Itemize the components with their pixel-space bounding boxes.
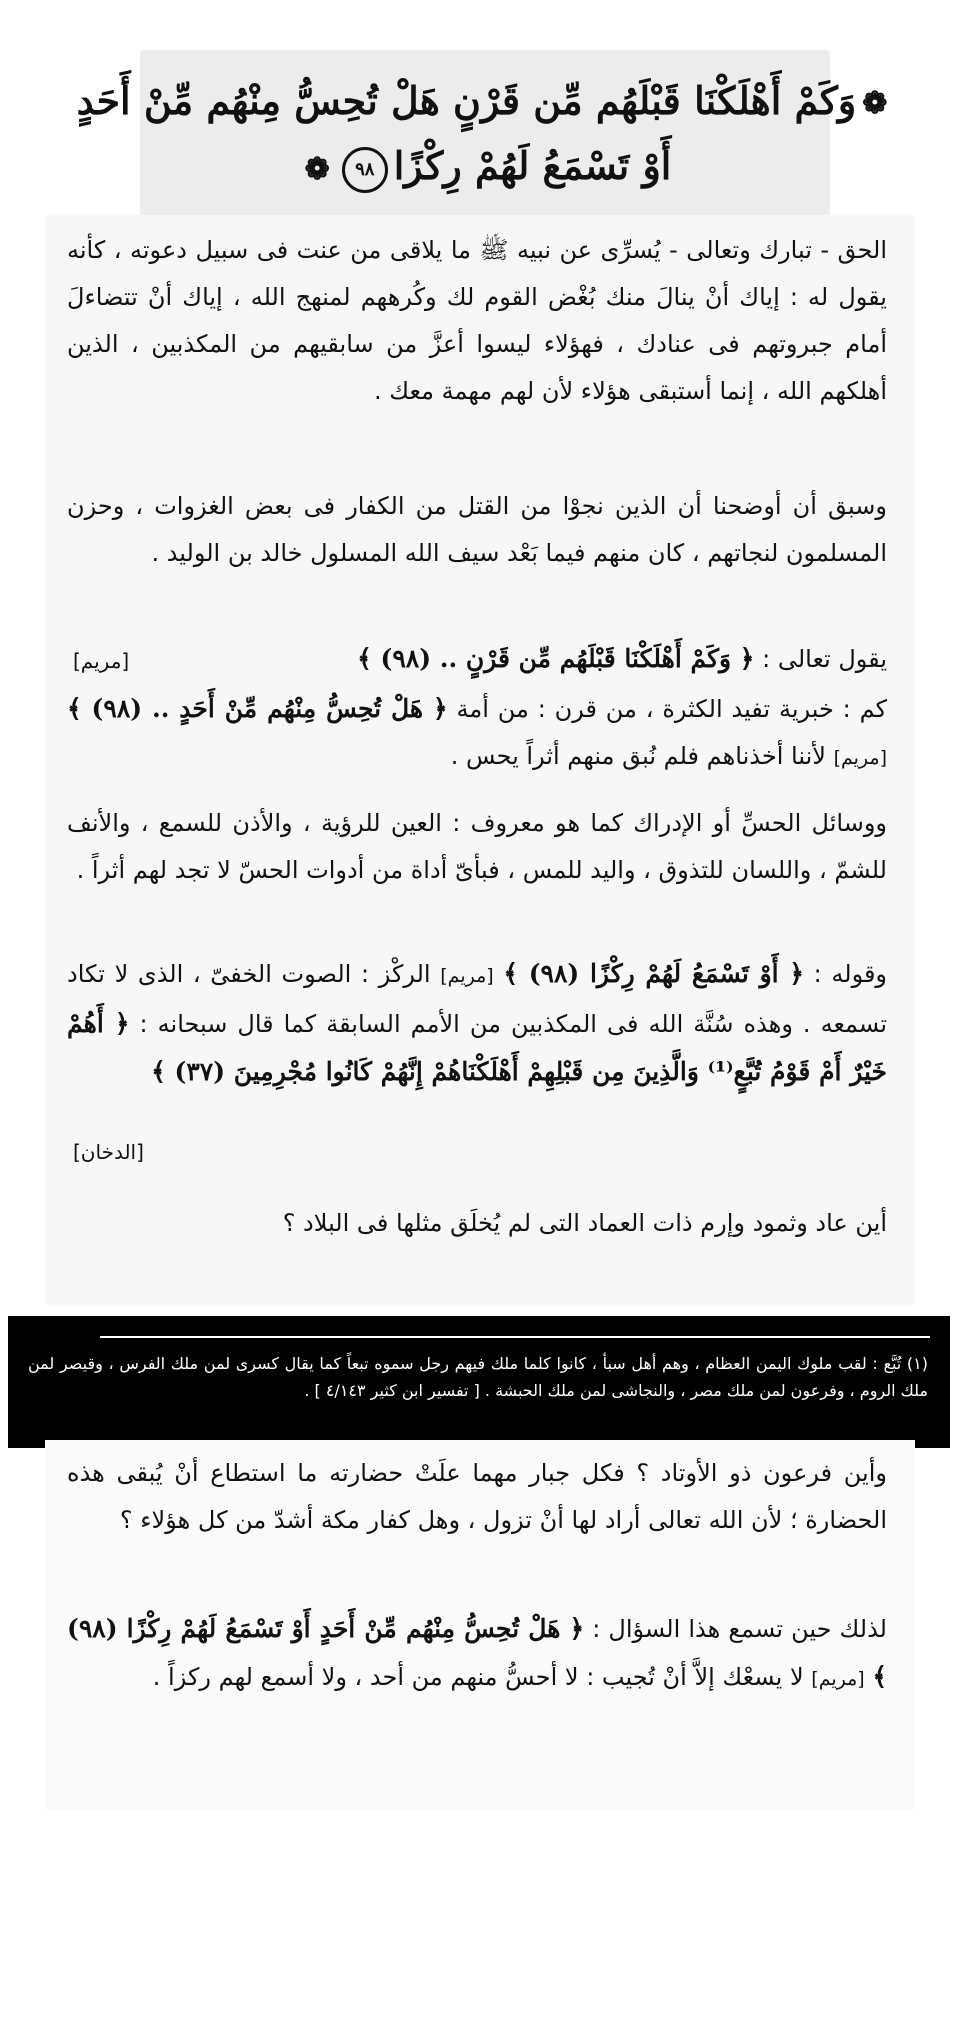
paragraph-2: وسبق أن أوضحنا أن الذين نجوْا من القتل من الكفار فى بعض الغزوات ، وحزن المسلمون لنجاتهم ، كان منهم فيما بَعْد سيف الله المسلول خالد بن الوليد . — [67, 492, 887, 567]
verse-end-ornament-icon: ❁ — [304, 151, 330, 187]
verse-banner — [76, 50, 888, 220]
verse-line-2-text: أَوْ تَسْمَعُ لَهُمْ رِكْزًا — [393, 143, 672, 188]
p6-quote-2: ﴿ أَهُمْ خَيْرٌ أَمْ قَوْمُ تُبَّعٍ⁽¹⁾ وَالَّذِينَ مِن قَبْلِهِمْ أَهْلَكْنَاهُمْ إِنَّهُمْ كَانُوا مُجْرِمِينَ (٣٧) ﴾ — [67, 1009, 887, 1086]
commentary-page-bottom — [45, 1440, 915, 1810]
paragraph-8: وأين فرعون ذو الأوتاد ؟ فكل جبار مهما علَتْ حضارته ما استطاع أنْ يُبقى هذه الحضارة ؛ لأن الله تعالى أراد لها أنْ تزول ، وهل كفار مكة أشدّ من كل هؤلاء ؟ — [67, 1459, 887, 1534]
p6-mid: الركْز : الصوت الخفىّ ، الذى لا تكاد تسمعه . وهذه سُنَّة الله فى المكذبين من الأمم السابقة كما قال سبحانه : — [67, 960, 887, 1038]
paragraph-6 — [67, 950, 887, 1096]
commentary-page-top — [45, 215, 915, 1305]
verse-line-1-text: وَكَمْ أَهْلَكْنَا قَبْلَهُم مِّن قَرْنٍ هَلْ تُحِسُّ مِنْهُم مِّنْ أَحَدٍ — [76, 77, 857, 123]
footnote-box — [8, 1316, 950, 1448]
p6-ref-2: [الدخان] — [73, 1140, 144, 1164]
p4-ref: [مريم] — [833, 747, 887, 769]
p9-lead: لذلك حين تسمع هذا السؤال : — [592, 1615, 887, 1643]
p9-quote: ﴿ هَلْ تُحِسُّ مِنْهُم مِّنْ أَحَدٍ أَوْ تَسْمَعُ لَهُمْ رِكْزًا (٩٨) ﴾ — [67, 1614, 887, 1691]
ayah-number: ٩٨ — [342, 147, 388, 193]
paragraph-7: أين عاد وثمود وإرم ذات العماد التى لم يُخلَق مثلها فى البلاد ؟ — [282, 1209, 887, 1237]
paragraph-5: ووسائل الحسِّ أو الإدراك كما هو معروف : العين للرؤية ، والأذن للسمع ، والأنف للشمّ ، واللسان للتذوق ، واليد للمس ، فبأىّ أداة من أدوات الحسّ لا تجد لهم أثراً . — [67, 809, 887, 884]
p3-ref: [مريم] — [73, 649, 130, 673]
p9-ref: [مريم] — [811, 1668, 865, 1690]
verse-start-ornament-icon: ❁ — [862, 86, 888, 121]
p4-tail: لأننا أخذناهم فلم نُبق منهم أثراً يحس . — [450, 742, 826, 770]
p4-quote: ﴿ هَلْ تُحِسُّ مِنْهُم مِّنْ أَحَدٍ .. (٩٨) ﴾ — [67, 694, 448, 723]
verse-line-2 — [299, 135, 672, 201]
paragraph-3 — [67, 635, 887, 683]
p6-lead: وقوله : — [813, 960, 888, 988]
verse-line-1 — [77, 70, 894, 136]
footnote-text: (١) تُبَّع : لقب ملوك اليمن العظام ، وهم أهل سبأ ، كانوا كلما ملك فيهم رجل سموه تبعاً كما يقال كسرى لمن ملك الفرس ، وقيصر لمن ملك الروم ، وفرعون لمن ملك مصر ، والنجاشى لمن ملك الحبشة . [ تفسير ابن كثير ٤/١٤٣ ] . — [28, 1354, 928, 1400]
paragraph-1: الحق - تبارك وتعالى - يُسرِّى عن نبيه ﷺ ما يلاقى من عنت فى سبيل دعوته ، كأنه يقول له : إياك أنْ ينالَ منك بُغْض القوم لك وكُرههم لمنهج الله ، إياك أنْ تتضاءلَ أمام جبروتهم فى عنادك ، فهؤلاء ليسوا أعزَّ من سابقيهم من المكذبين ، الذين أهلكهم الله ، إنما أستبقى هؤلاء لأن لهم مهمة معك . — [67, 236, 887, 405]
paragraph-9 — [67, 1605, 887, 1703]
p9-tail: لا يسعْك إلاَّ أنْ تُجيب : لا أحسُّ منهم من أحد ، ولا أسمع لهم ركزاً . — [152, 1663, 804, 1691]
p4-lead: كم : خبرية تفيد الكثرة ، من قرن : من أمة — [456, 695, 887, 723]
footnote-divider — [100, 1336, 930, 1338]
p3-quote: ﴿ وَكَمْ أَهْلَكْنَا قَبْلَهُم مِّن قَرْنٍ .. (٩٨) ﴾ — [357, 644, 755, 673]
p6-ref: [مريم] — [440, 965, 494, 987]
p3-lead: يقول تعالى : — [762, 645, 887, 673]
p6-quote: ﴿ أَوْ تَسْمَعُ لَهُمْ رِكْزًا (٩٨) ﴾ — [503, 959, 804, 988]
paragraph-4 — [67, 685, 887, 782]
